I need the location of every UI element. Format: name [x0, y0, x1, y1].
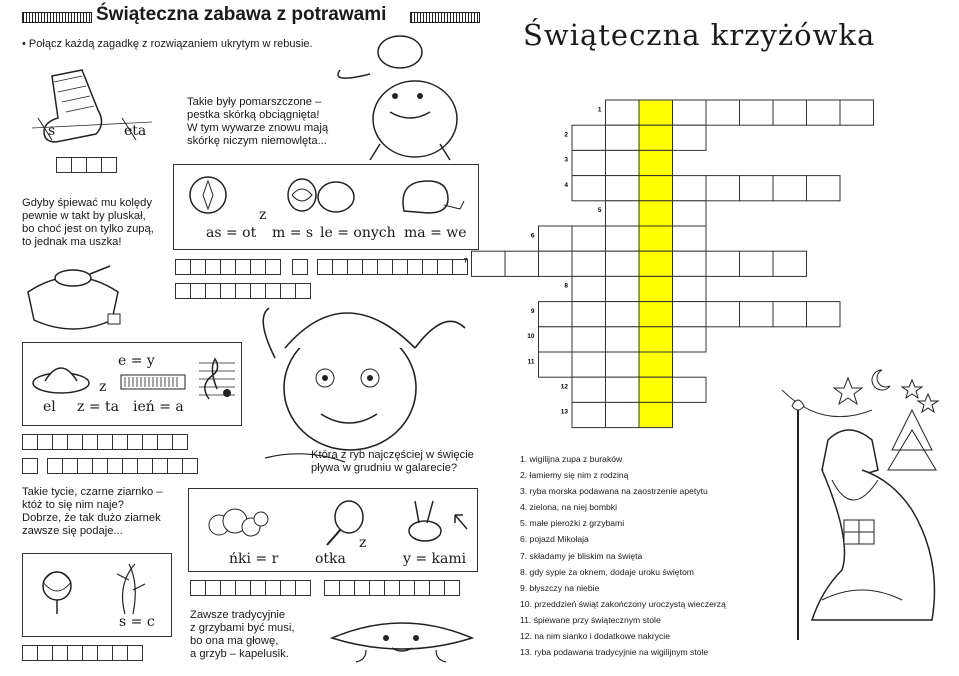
clue-10: 10. przeddzień świąt zakończony uroczystą wieczerzą	[520, 598, 726, 609]
crossword-cell[interactable]	[606, 201, 640, 226]
row-number: 13	[560, 408, 568, 416]
rebus2-d: ma = we	[404, 225, 467, 241]
crossword-cell[interactable]	[572, 125, 606, 150]
row-number: 10	[527, 333, 535, 341]
answer3-boxes-b[interactable]	[22, 458, 37, 474]
crossword-cell[interactable]	[606, 176, 640, 201]
clue-12: 12. na nim sianko i dodatkowe nakrycie	[520, 631, 670, 642]
mushroom-icon	[326, 610, 476, 665]
crossword-cell[interactable]	[606, 100, 640, 125]
rebus3-d: ień = a	[133, 399, 184, 415]
clue-2: 2. łamiemy się nim z rodziną	[520, 470, 629, 481]
rebus3-frame	[22, 342, 242, 426]
answer2-boxes-a[interactable]	[175, 259, 280, 275]
answer4-boxes-b[interactable]	[324, 580, 459, 596]
riddle3-text: Która z ryb najczęściej w święcie pływa w grudniu w galarecie?	[311, 449, 474, 474]
crossword-key-cell[interactable]	[639, 125, 673, 150]
rebus5-a: s = c	[119, 614, 155, 630]
crossword-cell[interactable]	[539, 352, 573, 377]
crossword-cell[interactable]	[673, 100, 707, 125]
answer2-boxes-c[interactable]	[317, 259, 467, 275]
crossword-cell[interactable]	[572, 377, 606, 402]
crossword-cell[interactable]	[572, 251, 606, 276]
crossword-key-cell[interactable]	[639, 150, 673, 175]
page-header	[22, 4, 480, 28]
crossword-cell[interactable]	[773, 100, 807, 125]
row-number: 9	[530, 307, 535, 315]
compass-snail-icon	[184, 171, 474, 221]
rebus2-a: as = ot	[206, 225, 257, 241]
crossword-cell[interactable]	[572, 226, 606, 251]
crossword-cell[interactable]	[740, 100, 774, 125]
crossword-cell[interactable]	[773, 302, 807, 327]
crossword-cell[interactable]	[673, 302, 707, 327]
answer1-boxes[interactable]	[56, 157, 116, 173]
crossword-cell[interactable]	[840, 100, 874, 125]
crossword-cell[interactable]	[773, 251, 807, 276]
crossword-cell[interactable]	[505, 251, 539, 276]
crossword-cell[interactable]	[807, 100, 841, 125]
clue-list	[520, 451, 726, 660]
crossword-key-cell[interactable]	[639, 100, 673, 125]
crossword-cell[interactable]	[572, 276, 606, 301]
bubbles-brush-rabbit-icon	[199, 497, 471, 547]
clue-5: 5. małe pierożki z grzybami	[520, 518, 625, 529]
crossword-cell[interactable]	[572, 150, 606, 175]
answer3-boxes-c[interactable]	[47, 458, 197, 474]
row-number: 4	[564, 181, 568, 189]
riddle5-text: Zawsze tradycyjnie z grzybami być musi, bo ona ma głowę, a grzyb – kapelusik.	[190, 609, 295, 660]
rebus4-z: z	[359, 535, 367, 551]
crossword-cell[interactable]	[539, 251, 573, 276]
crossword-key-cell[interactable]	[639, 352, 673, 377]
rebus4-c: y = kami	[403, 551, 467, 567]
answer2-boxes-b[interactable]	[292, 259, 307, 275]
crossword-cell[interactable]	[572, 402, 606, 427]
page-title: Świąteczna zabawa z potrawami	[96, 4, 387, 25]
riddle2-text: Gdyby śpiewać mu kolędy pewnie w takt by pluskał, bo choć jest on tylko zupą, to jednak ma uszka!	[22, 197, 154, 248]
crossword-cell[interactable]	[572, 176, 606, 201]
crossword-cell[interactable]	[606, 251, 640, 276]
crossword-cell[interactable]	[807, 302, 841, 327]
crossword-cell[interactable]	[673, 226, 707, 251]
crossword-key-cell[interactable]	[639, 276, 673, 301]
crossword-cell[interactable]	[572, 302, 606, 327]
clue-11: 11. śpiewane przy świątecznym stole	[520, 614, 661, 625]
crossword-cell[interactable]	[706, 100, 740, 125]
clue-8: 8. gdy sypie za oknem, dodaje uroku świętom	[520, 566, 694, 577]
row-number: 6	[530, 232, 535, 240]
clue-1: 1. wigilijna zupa z buraków	[520, 454, 623, 464]
clue-13: 13. ryba podawana tradycyjnie na wigilijnym stole	[520, 647, 709, 658]
crossword-key-cell[interactable]	[639, 327, 673, 352]
rebus5-frame	[22, 553, 172, 637]
crossword-cell[interactable]	[673, 327, 707, 352]
poppy-icon	[29, 560, 169, 616]
riddle1-text: Takie były pomarszczone – pestka skórką obciągnięta! W tym wywarze znowu mają skórkę niczym niemowlęta...	[187, 96, 329, 147]
row-number: 2	[564, 131, 568, 139]
clue-9: 9. błyszczy na niebie	[520, 582, 600, 593]
clue-6: 6. pojazd Mikołaja	[520, 534, 589, 545]
crossword-cell[interactable]	[606, 276, 640, 301]
crossword-cell[interactable]	[673, 176, 707, 201]
tureen-icon	[18, 262, 128, 334]
row-number: 7	[463, 257, 468, 265]
rebus4-a: ńki = r	[229, 551, 279, 567]
crossword-cell[interactable]	[807, 176, 841, 201]
crossword-cell[interactable]	[539, 302, 573, 327]
crossword-key-cell[interactable]	[639, 251, 673, 276]
rebus2-z: z	[259, 207, 267, 223]
crossword-cell[interactable]	[740, 176, 774, 201]
crossword-cell[interactable]	[606, 402, 640, 427]
rebus1-b: eta	[124, 123, 147, 139]
row-number: 8	[564, 282, 568, 290]
row-number: 1	[597, 106, 602, 114]
rebus4-b: otka	[315, 551, 346, 567]
instruction-label: Połącz każdą zagadkę z rozwiązaniem ukrytym w rebusie.	[28, 38, 313, 50]
character-icon	[340, 34, 490, 164]
rebus2-b: m = s	[272, 225, 314, 241]
riddle4-text: Takie tycie, czarne ziarnko – któż to się nim naje? Dobrze, że tak dużo ziarnek zawsze się podaje...	[22, 486, 163, 537]
crossword-cell[interactable]	[572, 352, 606, 377]
rebus4-frame	[188, 488, 478, 572]
crossword-cell[interactable]	[673, 125, 707, 150]
crossword-cell[interactable]	[706, 251, 740, 276]
crossword-key-cell[interactable]	[639, 201, 673, 226]
crossword-cell[interactable]	[740, 302, 774, 327]
crossword-cell[interactable]	[673, 251, 707, 276]
crossword-key-cell[interactable]	[639, 402, 673, 427]
santa-icon	[752, 350, 957, 650]
crossword-key-cell[interactable]	[639, 226, 673, 251]
rebus3-c: z = ta	[77, 399, 119, 415]
row-number: 11	[527, 358, 535, 366]
rebus2-c: le = onych	[320, 225, 396, 241]
row-number: 12	[560, 383, 568, 391]
instruction-text: • Połącz każdą zagadkę z rozwiązaniem ukrytym w rebusie.	[22, 38, 313, 50]
crossword-key-cell[interactable]	[639, 302, 673, 327]
crossword-page	[463, 0, 959, 676]
crossword-cell[interactable]	[606, 352, 640, 377]
answer3-boxes-a[interactable]	[22, 434, 187, 450]
crossword-cell[interactable]	[706, 176, 740, 201]
rebus3-z: z	[99, 379, 107, 395]
row-number: 3	[564, 156, 568, 164]
crossword-key-cell[interactable]	[639, 176, 673, 201]
crossword-cell[interactable]	[673, 377, 707, 402]
header-bar-right	[410, 12, 480, 23]
crossword-cell[interactable]	[606, 377, 640, 402]
row-number: 5	[597, 207, 602, 215]
crossword-cell[interactable]	[472, 251, 506, 276]
clue-3: 3. ryba morska podawana na zaostrzenie apetytu	[520, 486, 708, 497]
crossword-cell[interactable]	[740, 251, 774, 276]
crossword-cell[interactable]	[606, 125, 640, 150]
crossword-cell[interactable]	[673, 201, 707, 226]
crossword-cell[interactable]	[539, 226, 573, 251]
crossword-cell[interactable]	[773, 176, 807, 201]
rebus3-b: el	[43, 399, 56, 415]
rebus3-a: e = y	[118, 353, 155, 369]
crossword-cell[interactable]	[606, 150, 640, 175]
crossword-key-cell[interactable]	[639, 377, 673, 402]
crossword-cell[interactable]	[606, 302, 640, 327]
clue-4: 4. zielona, na niej bombki	[520, 502, 617, 513]
crossword-cell[interactable]	[539, 327, 573, 352]
header-bar-left	[22, 12, 92, 23]
rebus2-frame	[173, 164, 479, 250]
clue-7: 7. składamy je bliskim na święta	[520, 550, 643, 561]
crossword-cell[interactable]	[606, 327, 640, 352]
crossword-cell[interactable]	[673, 276, 707, 301]
crossword-cell[interactable]	[706, 302, 740, 327]
crossword-cell[interactable]	[606, 226, 640, 251]
answer5-boxes[interactable]	[22, 645, 142, 661]
rebus1-a: s	[48, 123, 56, 139]
crossword-cell[interactable]	[572, 327, 606, 352]
answer4-boxes-a[interactable]	[190, 580, 310, 596]
crossword-title: Świąteczna krzyżówka	[523, 18, 876, 52]
